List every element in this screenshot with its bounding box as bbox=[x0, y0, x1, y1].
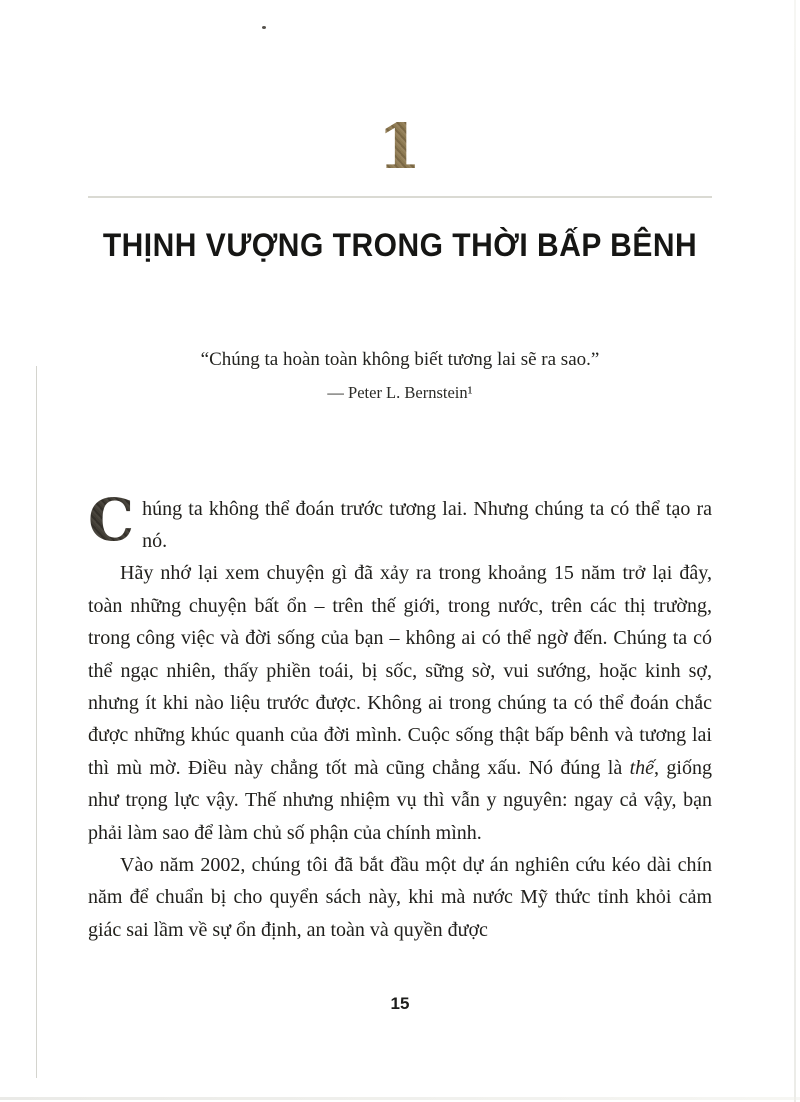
scan-speck-artifact bbox=[262, 26, 266, 29]
scan-edge-right bbox=[794, 0, 796, 1102]
body-paragraph bbox=[88, 485, 712, 558]
paragraph-text: , giống như trọng lực vậy. Thế nhưng nhiệm vụ thì vẫn y nguyên: ngay cả vậy, bạn phải làm sao để làm chủ số phận của chính mình. bbox=[88, 756, 712, 844]
scan-edge-bottom bbox=[0, 1097, 800, 1100]
body-paragraph bbox=[88, 849, 712, 946]
epigraph-attribution: — Peter L. Bernstein¹ bbox=[327, 382, 473, 402]
body-paragraph bbox=[88, 557, 712, 849]
page-content bbox=[88, 110, 712, 1014]
epigraph-quote: “Chúng ta hoàn toàn không biết tương lai sẽ ra sao.” bbox=[200, 348, 600, 370]
page-number: 15 bbox=[390, 994, 410, 1014]
paragraph-text: Hãy nhớ lại xem chuyện gì đã xảy ra trong khoảng 15 năm trở lại đây, toàn những chuyện bất ổn – trên thế giới, trong nước, trên các thị trường, trong công việc và đời sống của bạn – không ai có thể ngờ đến. Chúng ta có thể ngạc nhiên, thấy phiền toái, bị sốc, sững sờ, vui sướng, hoặc kinh sợ, nhưng ít khi nào liệu trước được. Không ai trong chúng ta có thể đoán chắc được những khúc quanh của đời mình. Cuộc sống thật bấp bênh và tương lai thì mù mờ. Điều này chẳng tốt mà cũng chẳng xấu. Nó đúng là bbox=[88, 562, 712, 779]
paragraph-text: húng ta không thể đoán trước tương lai. Nhưng chúng ta có thể tạo ra nó. bbox=[142, 497, 712, 552]
body-text bbox=[88, 485, 712, 947]
drop-cap: C bbox=[88, 493, 142, 543]
paragraph-text: Vào năm 2002, chúng tôi đã bắt đầu một dự án nghiên cứu kéo dài chín năm để chuẩn bị cho quyển sách này, khi mà nước Mỹ thức tỉnh khỏi cảm giác sai lầm về sự ổn định, an toàn và quyền được bbox=[88, 853, 712, 941]
italic-text: thế bbox=[629, 756, 655, 779]
scan-line-artifact bbox=[36, 366, 37, 1078]
chapter-title: THỊNH VƯỢNG TRONG THỜI BẤP BÊNH bbox=[102, 228, 698, 264]
epigraph bbox=[88, 349, 712, 403]
divider-rule bbox=[88, 196, 712, 198]
chapter-number: 1 bbox=[88, 116, 712, 178]
